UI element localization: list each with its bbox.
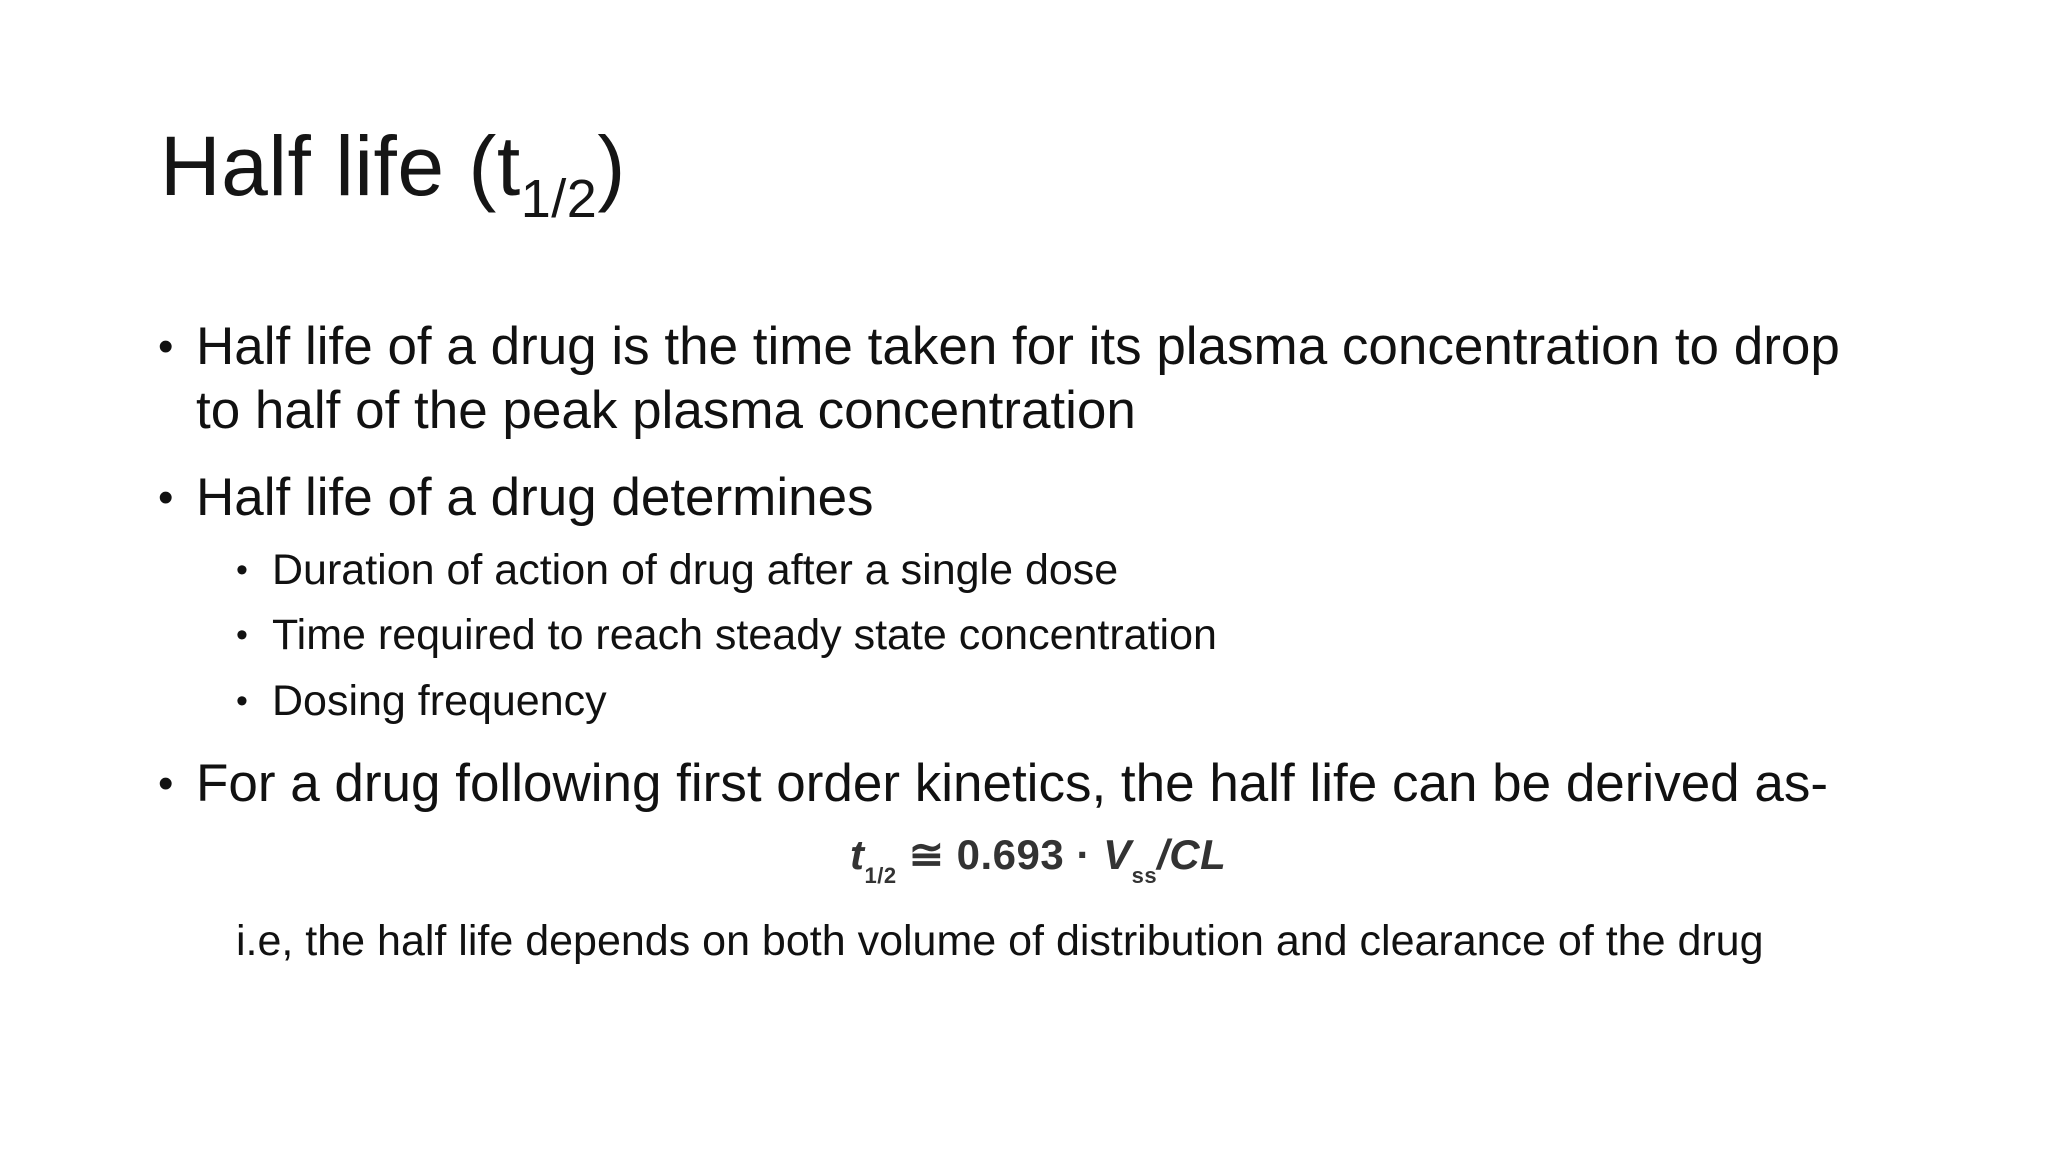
formula-t: t: [850, 831, 865, 878]
formula-t-subscript: 1/2: [864, 863, 897, 888]
bullet-dot: •: [158, 322, 174, 371]
sub-bullet-text: Time required to reach steady state concentration: [272, 611, 1217, 659]
sub-bullet-dot: •: [236, 551, 248, 589]
bullet-dot: •: [158, 759, 174, 808]
title-close-paren: ): [597, 119, 626, 213]
bullet-text: Half life of a drug is the time taken for its plasma concentration to drop to half of the peak plasma concentration: [196, 317, 1840, 440]
sub-bullet-text: Dosing frequency: [272, 677, 607, 725]
formula-tail: /CL: [1157, 831, 1227, 878]
bullet-definition: [158, 315, 1896, 443]
formula-approx: ≅ 0.693 ·: [896, 831, 1104, 878]
half-life-formula: [850, 830, 1227, 888]
bullet-text: Half life of a drug determines: [196, 468, 874, 527]
title-subscript: 1/2: [520, 169, 598, 229]
sub-bullet-dot: •: [236, 616, 248, 654]
bullet-dot: •: [158, 473, 174, 522]
sub-bullet-text: Duration of action of drug after a single dose: [272, 546, 1119, 594]
bullet-determines: [158, 466, 1896, 530]
sub-bullet-steady-state: [236, 604, 1217, 666]
title-text: Half life (t: [160, 119, 521, 213]
slide-title: [160, 118, 626, 229]
sub-bullet-dot: •: [236, 682, 248, 720]
formula-v-subscript: ss: [1131, 863, 1158, 888]
bullet-text: For a drug following first order kinetics, the half life can be derived as-: [196, 754, 1829, 813]
bullet-first-order: [158, 752, 1896, 816]
note-text: i.e, the half life depends on both volume of distribution and clearance of the drug: [236, 917, 1764, 965]
sub-bullet-duration: [236, 539, 1118, 601]
formula-v: V: [1103, 831, 1132, 878]
sub-bullet-dosing: [236, 670, 607, 732]
